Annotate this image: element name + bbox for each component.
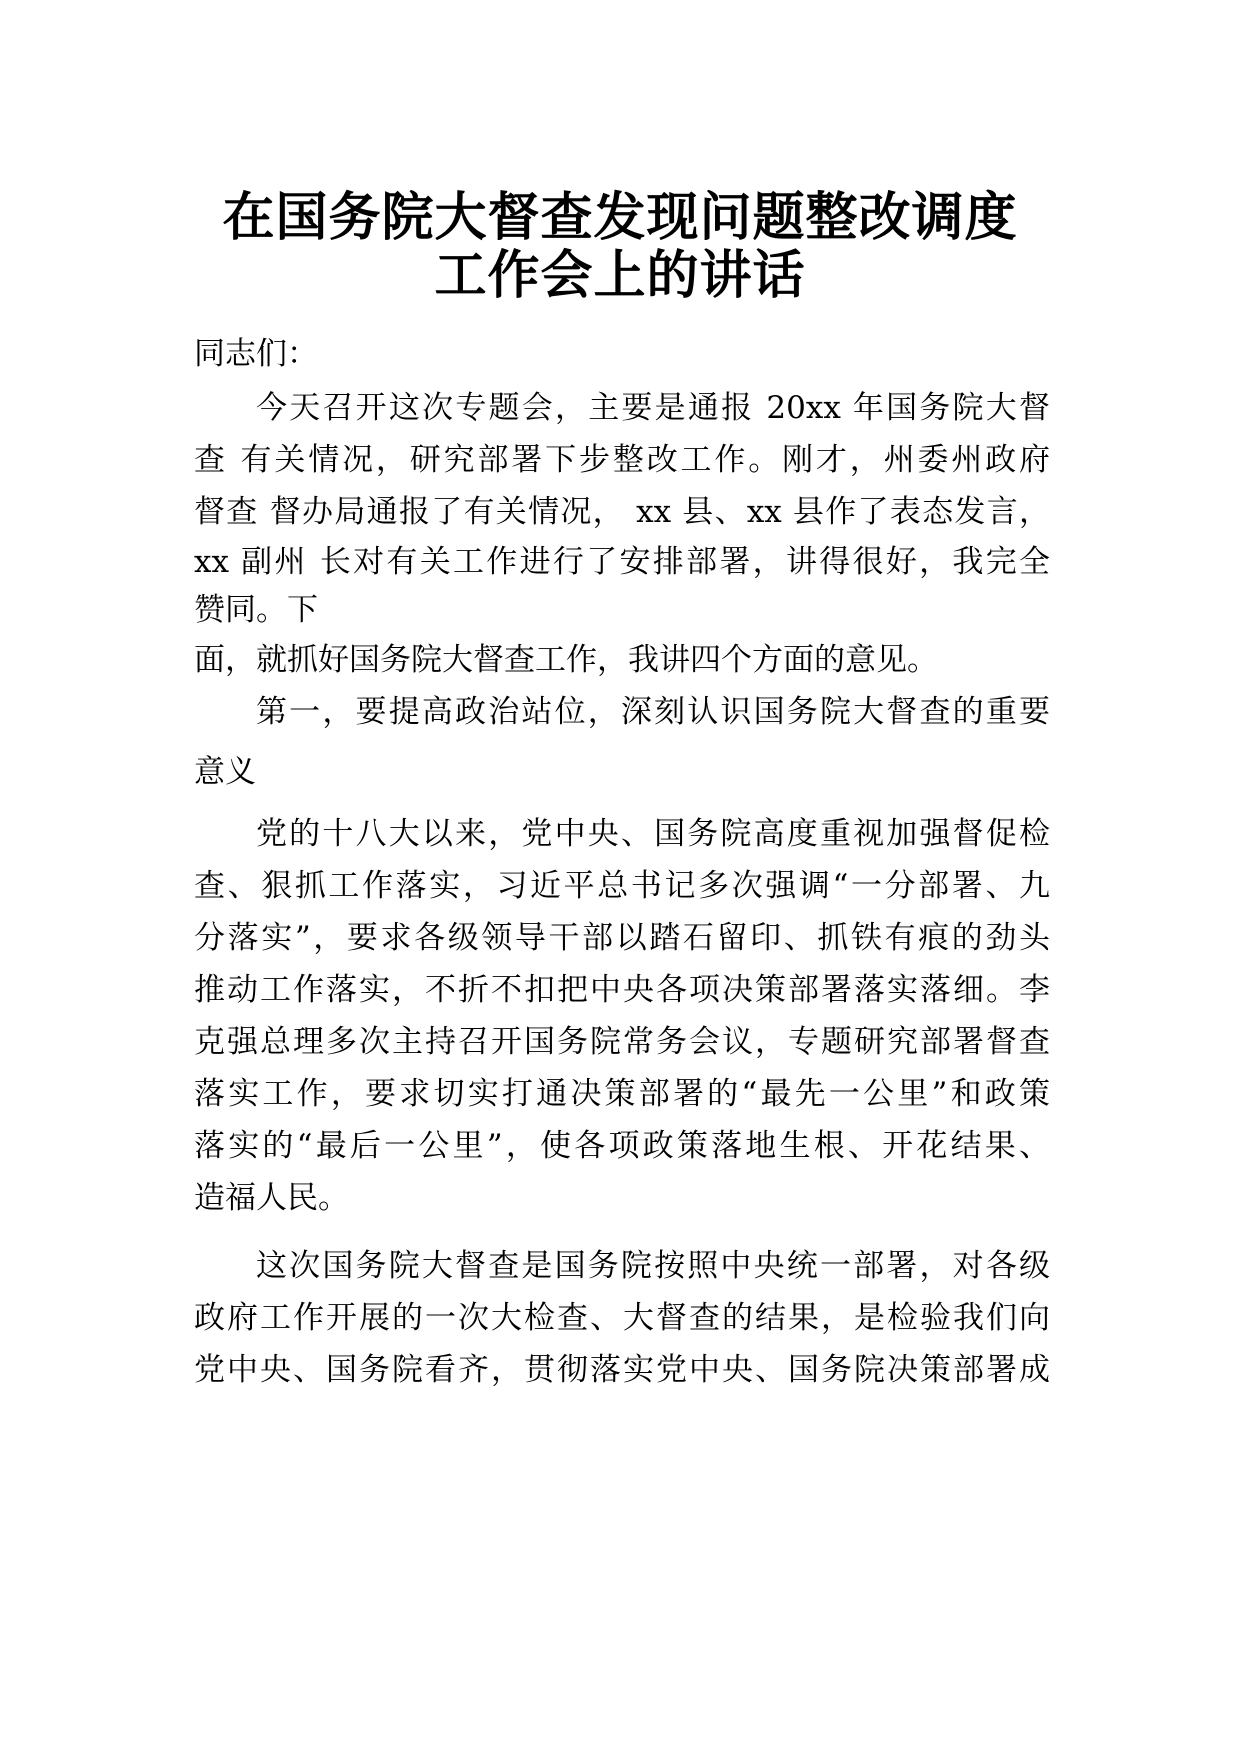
paragraph-2-line-3: 分落实”，要求各级领导干部以踏石留印、抓铁有痕的劲头: [194, 920, 1050, 956]
greeting: 同志们：: [194, 336, 318, 372]
paragraph-1-line-4: xx 副州 长对有关工作进行了安排部署，讲得很好，我完全: [194, 544, 1050, 580]
paragraph-3-line-2: 政府工作开展的一次大检查、大督查的结果，是检验我们向: [194, 1300, 1050, 1336]
paragraph-2-line-6: 落实工作，要求切实打通决策部署的“最先一公里”和政策: [194, 1076, 1050, 1112]
paragraph-1-line-6: 面，就抓好国务院大督查工作，我讲四个方面的意见。: [194, 642, 938, 678]
paragraph-2-line-5: 克强总理多次主持召开国务院常务会议，专题研究部署督查: [194, 1024, 1050, 1060]
paragraph-2-line-1: 党的十八大以来，党中央、国务院高度重视加强督促检: [256, 816, 1050, 852]
section-1-heading-line-2: 意义: [194, 754, 256, 790]
paragraph-2-line-8: 造福人民。: [194, 1180, 349, 1216]
paragraph-2-line-7: 落实的“最后一公里”，使各项政策落地生根、开花结果、: [194, 1128, 1050, 1164]
paragraph-3-line-1: 这次国务院大督查是国务院按照中央统一部署，对各级: [256, 1248, 1050, 1284]
paragraph-2-line-2: 查、狠抓工作落实，习近平总书记多次强调“一分部署、九: [194, 868, 1050, 904]
document-title-line-1: 在国务院大督查发现问题整改调度: [222, 188, 1018, 248]
paragraph-2-line-4: 推动工作落实，不折不扣把中央各项决策部署落实落细。李: [194, 972, 1050, 1008]
paragraph-1-line-1: 今天召开这次专题会，主要是通报 20xx 年国务院大督: [256, 390, 1050, 426]
paragraph-3-line-3: 党中央、国务院看齐，贯彻落实党中央、国务院决策部署成: [194, 1352, 1050, 1388]
paragraph-1-line-5: 赞同。下: [194, 592, 318, 628]
document-title-line-2: 工作会上的讲话: [434, 246, 806, 306]
paragraph-1-line-3: 督查 督办局通报了有关情况， xx 县、xx 县作了表态发言，: [194, 494, 1050, 530]
section-1-heading-line-1: 第一，要提高政治站位，深刻认识国务院大督查的重要: [256, 694, 1050, 730]
paragraph-1-line-2: 查 有关情况，研究部署下步整改工作。刚才，州委州政府: [194, 442, 1050, 478]
